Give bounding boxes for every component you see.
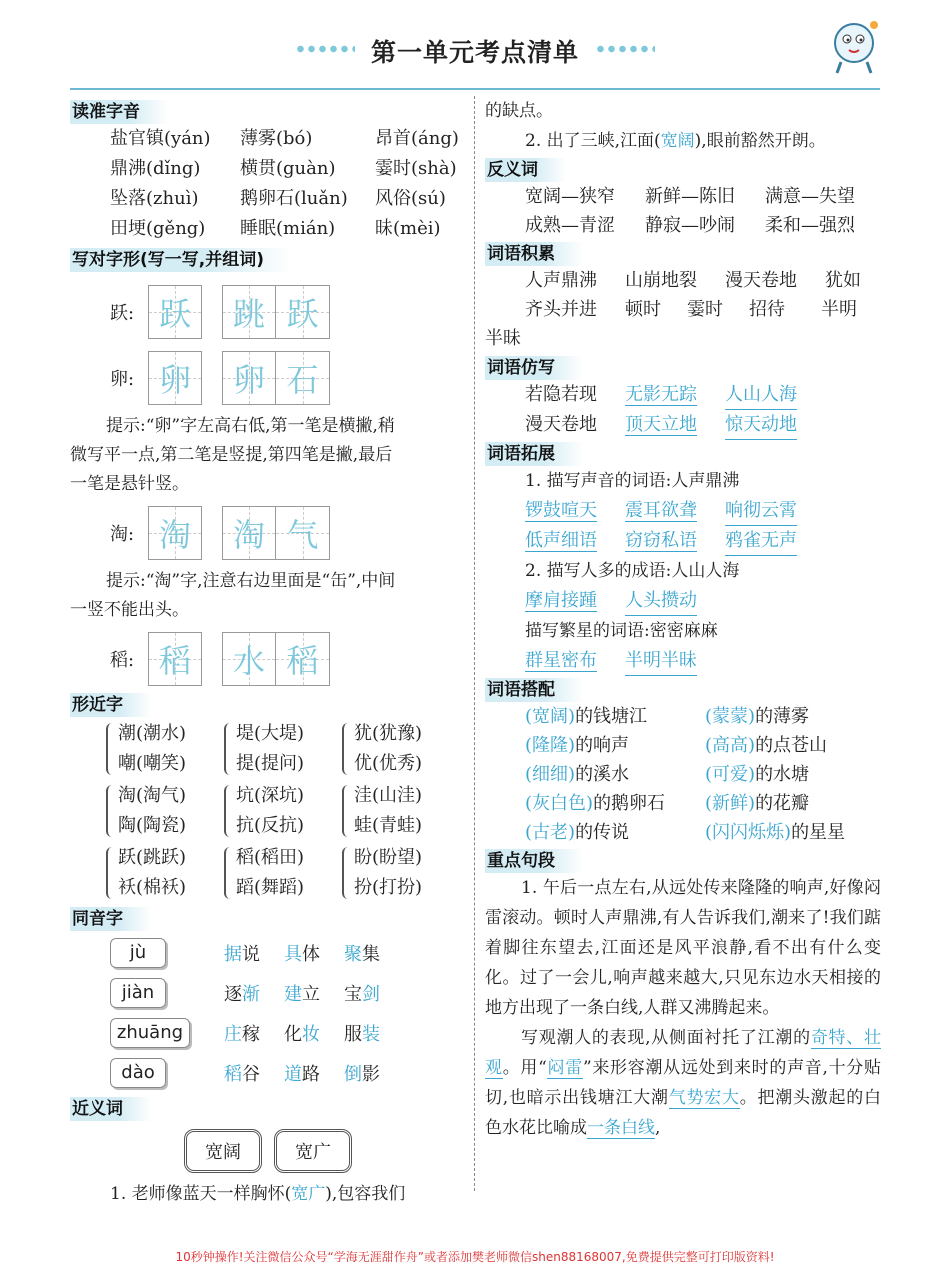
collocation-item: (高高)的点苍山 xyxy=(705,735,828,756)
similar-char-group xyxy=(342,719,452,779)
similar-char-group xyxy=(224,719,334,779)
similar-char-item: 袄(棉袄) xyxy=(118,877,187,898)
passage-text: 1. 午后一点左右,从远处传来隆隆的响声,好像闷雷滚动。顿时人声鼎沸,有人告诉我们,潮来了!我们踮着脚往东望去,江面还是风平浪静,看不出有什么变化。过了一会儿,响声越来越大,只见东边水天相接的地方出现了一条白线,人群又沸腾起来。 xyxy=(485,878,881,1018)
collocation-row xyxy=(485,731,881,760)
title-dots-right xyxy=(595,45,655,53)
right-column xyxy=(485,96,881,1143)
tian-grid-cell: 水 xyxy=(222,632,276,686)
tip-text: 一笔是悬针竖。 xyxy=(70,474,189,494)
similar-char-item: 潮(潮水) xyxy=(118,723,187,744)
collocation-row xyxy=(485,818,881,847)
collocation-row xyxy=(485,702,881,731)
collocation-item: (新鲜)的花瓣 xyxy=(705,793,810,814)
homophone-word: 聚集 xyxy=(344,944,380,965)
collocation-item: (可爱)的水塘 xyxy=(705,764,810,785)
similar-char-item: 蹈(舞蹈) xyxy=(236,877,305,898)
tian-grid-cell: 气 xyxy=(276,506,330,560)
section-title: 近义词 xyxy=(70,1097,151,1121)
section-expansion xyxy=(485,442,881,676)
synonym-box: 宽广 xyxy=(274,1129,352,1173)
brace-icon xyxy=(106,785,116,837)
expansion-line: 1. 描写声音的词语:人声鼎沸 xyxy=(525,471,740,491)
pinyin-item: 睡眠(mián) xyxy=(240,218,336,239)
collocation-row xyxy=(485,789,881,818)
homophone-word: 倒影 xyxy=(344,1064,380,1085)
similar-char-item: 坑(深坑) xyxy=(236,785,305,806)
pinyin-item: 薄雾(bó) xyxy=(240,128,313,149)
similar-char-item: 扮(打扮) xyxy=(354,877,423,898)
brace-icon xyxy=(106,723,116,775)
glyph-row xyxy=(70,627,466,691)
tian-grid-cell: 淘 xyxy=(148,506,202,560)
homophone-word: 建立 xyxy=(284,984,320,1005)
tian-grid-cell: 跃 xyxy=(148,285,202,339)
page-header xyxy=(70,25,880,89)
section-key-passages xyxy=(485,849,881,1143)
continued-sentence: 2. 出了三峡,江面(宽阔),眼前豁然开朗。 xyxy=(525,131,826,151)
pinyin-item: 霎时(shà) xyxy=(375,158,457,179)
collocation-item: (蒙蒙)的薄雾 xyxy=(705,706,810,727)
collocation-row xyxy=(485,760,881,789)
collocation-item: (闪闪烁烁)的星星 xyxy=(705,822,846,843)
similar-char-group xyxy=(106,843,216,903)
phrase-row: 锣鼓喧天 震耳欲聋 响彻云霄 xyxy=(485,496,881,526)
section-title: 重点句段 xyxy=(485,849,583,873)
phrase-row: 群星密布 半明半昧 xyxy=(485,646,881,676)
brace-icon xyxy=(224,847,234,899)
similar-char-row xyxy=(70,781,466,841)
homophone-word: 据说 xyxy=(224,944,260,965)
homophone-row xyxy=(70,973,466,1013)
section-title: 读准字音 xyxy=(70,100,168,124)
tian-grid-cell: 稻 xyxy=(148,632,202,686)
title-dots-left xyxy=(295,45,355,53)
glyph-label: 稻: xyxy=(110,650,135,671)
collocation-item: (宽阔)的钱塘江 xyxy=(525,706,648,727)
homophone-row xyxy=(70,1053,466,1093)
homophone-word: 服装 xyxy=(344,1024,380,1045)
similar-char-item: 淘(淘气) xyxy=(118,785,187,806)
tip-text: 一竖不能出头。 xyxy=(70,600,189,620)
section-title: 同音字 xyxy=(70,907,151,931)
section-title: 词语积累 xyxy=(485,242,583,266)
glyph-row xyxy=(70,346,466,410)
expansion-line: 2. 描写人多的成语:人山人海 xyxy=(525,561,740,581)
synonym-box: 宽阔 xyxy=(184,1129,262,1173)
section-title: 写对字形(写一写,并组词) xyxy=(70,248,292,272)
homophone-word: 宝剑 xyxy=(344,984,380,1005)
tian-grid-cell: 跳 xyxy=(222,285,276,339)
mascot-icon xyxy=(827,17,882,77)
continued-text: 的缺点。 xyxy=(485,101,553,121)
similar-char-group xyxy=(224,843,334,903)
phrase-row: 漫天卷地 顶天立地 惊天动地 xyxy=(485,410,881,440)
collocation-item: (隆隆)的响声 xyxy=(525,735,630,756)
similar-char-item: 稻(稻田) xyxy=(236,847,305,868)
pinyin-item: 昂首(áng) xyxy=(375,128,459,149)
pinyin-item: 鼎沸(dǐng) xyxy=(110,158,201,179)
similar-char-row xyxy=(70,719,466,779)
pinyin-box: jiàn xyxy=(110,978,166,1008)
collocation-item: (灰白色)的鹅卵石 xyxy=(525,793,666,814)
similar-char-item: 优(优秀) xyxy=(354,753,423,774)
synonym-sentence: 1. 老师像蓝天一样胸怀(宽广),包容我们 xyxy=(110,1184,406,1204)
section-imitation xyxy=(485,356,881,440)
section-title: 反义词 xyxy=(485,158,566,182)
glyph-label: 卵: xyxy=(110,369,135,390)
similar-char-item: 洼(山洼) xyxy=(354,785,423,806)
similar-char-group xyxy=(106,781,216,841)
tip-text: 提示:“淘”字,注意右边里面是“缶”,中间 xyxy=(106,571,396,591)
passage-analysis: 写观潮人的表现,从侧面衬托了江潮的奇特、壮观。用“闷雷”来形容潮从远处到来时的声音,十分贴切,也暗示出钱塘江大潮气势宏大。把潮头激起的白色水花比喻成一条白线, xyxy=(485,1028,882,1138)
brace-icon xyxy=(342,847,352,899)
pinyin-item: 田埂(gěng) xyxy=(110,218,206,239)
column-divider xyxy=(474,96,475,1191)
similar-char-group xyxy=(342,781,452,841)
tian-grid-cell: 卵 xyxy=(148,351,202,405)
similar-char-group xyxy=(342,843,452,903)
homophone-word: 稻谷 xyxy=(224,1064,260,1085)
similar-char-item: 蛙(青蛙) xyxy=(354,815,423,836)
homophone-row xyxy=(70,1013,466,1053)
pinyin-item: 盐官镇(yán) xyxy=(110,128,211,149)
pinyin-item: 昧(mèi) xyxy=(375,218,441,239)
section-similar-chars xyxy=(70,693,466,903)
homophone-word: 化妆 xyxy=(284,1024,320,1045)
brace-icon xyxy=(224,723,234,775)
pinyin-box: zhuāng xyxy=(110,1018,190,1048)
phrase-row: 低声细语 窃窃私语 鸦雀无声 xyxy=(485,526,881,556)
glyph-label: 淘: xyxy=(110,524,135,545)
homophone-word: 道路 xyxy=(284,1064,320,1085)
section-antonyms xyxy=(485,158,881,240)
collocation-item: (细细)的溪水 xyxy=(525,764,630,785)
section-title: 词语拓展 xyxy=(485,442,583,466)
brace-icon xyxy=(106,847,116,899)
phrase-row: 人声鼎沸 山崩地裂 漫天卷地 犹如 xyxy=(525,270,861,291)
synonym-boxes xyxy=(70,1129,466,1173)
pinyin-item: 坠落(zhuì) xyxy=(110,188,199,209)
phrase-row: 成熟—青涩 静寂—吵闹 柔和—强烈 xyxy=(525,215,855,236)
similar-char-item: 跃(跳跃) xyxy=(118,847,187,868)
brace-icon xyxy=(224,785,234,837)
header-rule xyxy=(70,88,880,90)
section-word-accumulation xyxy=(485,242,881,354)
glyph-row xyxy=(70,280,466,344)
homophone-word: 具体 xyxy=(284,944,320,965)
section-title: 形近字 xyxy=(70,693,151,717)
phrase-row: 若隐若现 无影无踪 人山人海 xyxy=(485,380,881,410)
tian-grid-cell: 跃 xyxy=(276,285,330,339)
brace-icon xyxy=(342,785,352,837)
left-column xyxy=(70,96,466,1209)
pinyin-item: 鹅卵石(luǎn) xyxy=(240,188,348,209)
similar-char-item: 嘲(嘲笑) xyxy=(118,753,187,774)
similar-char-item: 盼(盼望) xyxy=(354,847,423,868)
tip-text: 微写平一点,第二笔是竖提,第四笔是撇,最后 xyxy=(70,445,393,465)
section-write-chars xyxy=(70,248,466,691)
homophone-word: 逐渐 xyxy=(224,984,260,1005)
pinyin-grid xyxy=(70,124,466,244)
section-title: 词语仿写 xyxy=(485,356,583,380)
tip-text: 提示:“卵”字左高右低,第一笔是横撇,稍 xyxy=(106,416,395,436)
expansion-line: 描写繁星的词语:密密麻麻 xyxy=(525,621,718,641)
similar-char-group xyxy=(106,719,216,779)
similar-char-item: 抗(反抗) xyxy=(236,815,305,836)
section-homophones xyxy=(70,907,466,1093)
section-collocation xyxy=(485,678,881,847)
section-synonyms xyxy=(70,1097,466,1209)
similar-char-item: 提(提问) xyxy=(236,753,305,774)
tian-grid-cell: 卵 xyxy=(222,351,276,405)
tian-grid-cell: 淘 xyxy=(222,506,276,560)
phrase-row: 齐头并进 顿时 霎时 招待 半明 xyxy=(525,299,857,320)
collocation-item: (古老)的传说 xyxy=(525,822,630,843)
glyph-row xyxy=(70,501,466,565)
section-read-pinyin xyxy=(70,100,466,244)
similar-char-item: 堤(大堤) xyxy=(236,723,305,744)
homophone-row xyxy=(70,933,466,973)
homophone-word: 庄稼 xyxy=(224,1024,260,1045)
glyph-label: 跃: xyxy=(110,303,135,324)
similar-char-group xyxy=(224,781,334,841)
section-title: 词语搭配 xyxy=(485,678,583,702)
pinyin-item: 风俗(sú) xyxy=(375,188,446,209)
footer-promo: 10秒钟操作!关注微信公众号“学海无涯甜作舟”或者添加樊老师微信shen88168007,免费提供完整可打印版资料! xyxy=(175,1250,775,1264)
phrase-row: 摩肩接踵 人头攒动 xyxy=(485,586,881,616)
similar-char-item: 犹(犹豫) xyxy=(354,723,423,744)
similar-char-item: 陶(陶瓷) xyxy=(118,815,187,836)
tian-grid-cell: 石 xyxy=(276,351,330,405)
phrase-row: 半昧 xyxy=(485,328,521,349)
brace-icon xyxy=(342,723,352,775)
pinyin-box: jù xyxy=(110,938,166,968)
page-title: 第一单元考点清单 xyxy=(370,38,579,67)
phrase-row: 宽阔—狭窄 新鲜—陈旧 满意—失望 xyxy=(525,186,855,207)
pinyin-box: dào xyxy=(110,1058,166,1088)
tian-grid-cell: 稻 xyxy=(276,632,330,686)
pinyin-item: 横贯(guàn) xyxy=(240,158,336,179)
similar-char-row xyxy=(70,843,466,903)
